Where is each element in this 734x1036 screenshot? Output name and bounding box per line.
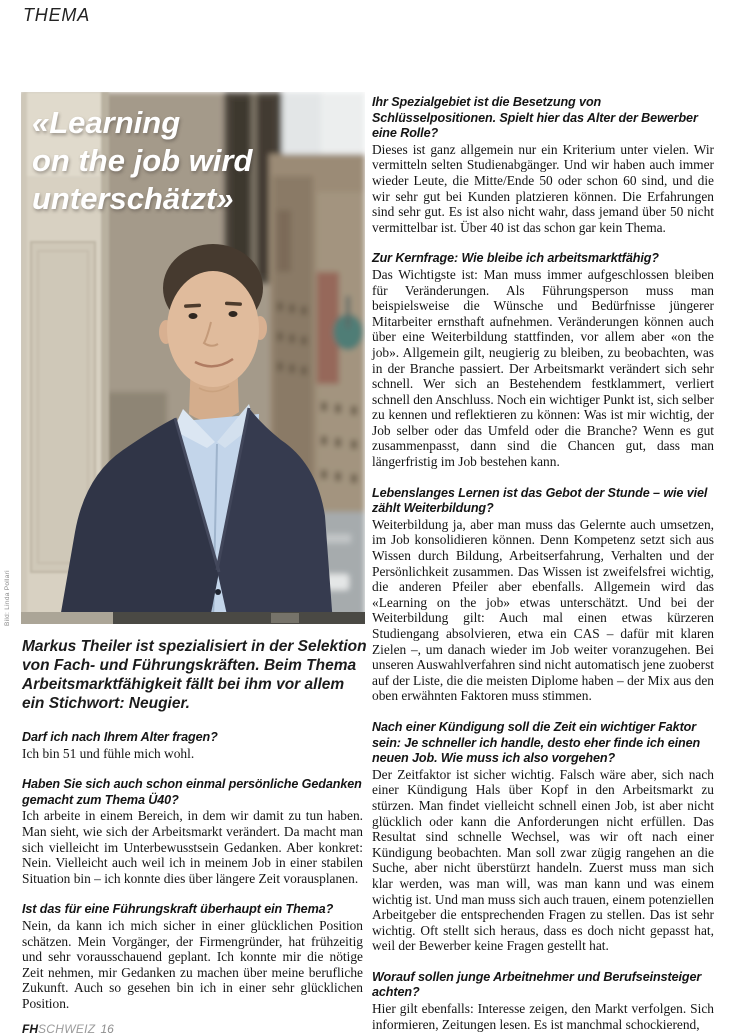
pull-quote-line: on the job wird: [32, 143, 253, 178]
interview-block: [372, 720, 714, 954]
interview-block: [372, 970, 714, 1032]
magazine-logo-schweiz: SCHWEIZ: [38, 1022, 96, 1036]
interview-block: [22, 902, 363, 1011]
interview-question: Ist das für eine Führungskraft überhaupt ein Thema?: [22, 902, 334, 917]
photo-credit: Bild: Linda Pollari: [4, 570, 11, 626]
interview-answer: Ich arbeite in einem Bereich, in dem wir damit zu tun haben. Man sieht, wie sich der Arbeitsmarkt verändert. Da macht man sich vielleicht im Unterbewusstsein Gedanken. Aber konkret: Nein. Vielleicht auch weil ich in meinem Job in einer stabilen Situation bin – ich konnte dies über längere Zeit vorausplanen.: [22, 808, 363, 886]
interview-question: Lebenslanges Lernen ist das Gebot der Stunde – wie viel zählt Weiterbildung?: [372, 485, 708, 516]
interview-question: Ihr Spezialgebiet ist die Besetzung von Schlüsselpositionen. Spielt hier das Alter der Bewerber eine Rolle?: [372, 95, 698, 141]
article-column-right: [372, 95, 714, 1032]
interview-answer: Ich bin 51 und fühle mich wohl.: [22, 745, 195, 761]
magazine-logo-fh: FH: [22, 1022, 38, 1036]
page-number: 16: [100, 1022, 114, 1036]
interview-question: Darf ich nach Ihrem Alter fragen?: [22, 730, 218, 744]
interview-answer: Hier gilt ebenfalls: Interesse zeigen, den Markt verfolgen. Sich informieren, Zeitungen lesen. Es ist manchmal schockierend,: [372, 1001, 714, 1032]
interview-answer: Nein, da kann ich mich sicher in einer glücklichen Position schätzen. Mein Vorgänger, der Firmengründer, hat frühzeitig und sehr vorausschauend geplant. Ich konnte mir die nötige Zeit nehmen, mir Gedanken zu machen über meine berufliche Zukunft. Auch so gesehen bin ich in einer sehr glücklichen Position.: [22, 917, 363, 1011]
interview-answer: Der Zeitfaktor ist sicher wichtig. Falsch wäre aber, sich nach einer Kündigung Hals über Kopf in den Arbeitsmarkt zu stürzen. Man findet vielleicht schnell einen Job, ist aber nicht glücklich oder kann die Anforderungen nicht erfüllen. Das Resultat sind schnelle Wechsel, was wir oft nach einer Kündigung beobachten. Man soll zwar zügig rangehen an die Suche, aber nicht überstürzt handeln. Zuerst muss man sich klar werden, was man will, was man kann und was einem wichtig ist. Und man muss sich auch trauen, einem potenziellen Arbeitgeber die entsprechenden Fragen zu stellen. Das ist sehr wichtig. Oft stellt sich heraus, dass es doch nicht gepasst hat, weil der Bewerber keine Fragen gestellt hat.: [372, 766, 714, 954]
interview-block: [22, 777, 363, 886]
photo-caption: Markus Theiler ist spezialisiert in der Selektion von Fach- und Führungskräften. Beim Thema Arbeitsmarktfähigkeit fällt bei ihm vor allem ein Stichwort: Neugier.: [22, 638, 367, 712]
section-kicker: THEMA: [23, 5, 90, 25]
photo-bottom-ledge: [21, 612, 365, 624]
pull-quote: [32, 104, 352, 218]
pull-quote-line: unterschätzt»: [32, 181, 234, 216]
interview-answer: Das Wichtigste ist: Man muss immer aufgeschlossen bleiben für Veränderungen. Als Führungsperson muss man beispielsweise die Wünsche und Bedürfnisse jüngerer Mitarbeiter ernsthaft aufnehmen. Veränderungen können auch über eine Weiterbildung stattfinden, vor allem aber «on the job». Allgemein gilt, neugierig zu bleiben, zu beobachten, was in der Branche passiert. Der Arbeitsmarkt verändert sich sehr schnell. Wer sich an Bestehendem festklammert, verliert schnell den Anschluss. Noch ein wichtiger Punkt ist, sich selber zu kennen und reflektieren zu können: Was ist mir wichtig, der Job selber oder das Umfeld oder die Branche? Wenn es gut zusammenpasst, dann sind die Chancen gut, dass man längerfristig im Job bestehen kann.: [372, 266, 714, 470]
interview-question: Zur Kernfrage: Wie bleibe ich arbeitsmarktfähig?: [372, 251, 659, 266]
portrait-photo: [21, 92, 365, 624]
article-column-left: [22, 730, 363, 1012]
interview-question: Worauf sollen junge Arbeitnehmer und Berufseinsteiger achten?: [372, 969, 702, 1000]
interview-question: Nach einer Kündigung soll die Zeit ein wichtiger Faktor sein: Je schneller ich handle, desto eher finde ich einen neuen Job. Wie muss ich also vorgehen?: [372, 719, 701, 766]
page-footer: [22, 1022, 114, 1036]
interview-block: [22, 730, 363, 761]
interview-answer: Dieses ist ganz allgemein nur ein Kriterium unter vielen. Wir vermitteln selten Studienabgänger. Und wir haben auch immer wieder Leute, die Mitte/Ende 50 oder schon 60 sind, und die wir sehr gut bei Kunden platzieren können. Die Erfahrungen sind sehr gut. Es ist also nicht wahr, dass jemand über 50 nicht vermittelbar ist. Über 40 ist das schon gar kein Thema.: [372, 141, 714, 235]
interview-block: [372, 486, 714, 704]
interview-block: [372, 251, 714, 469]
interview-question: Haben Sie sich auch schon einmal persönliche Gedanken gemacht zum Thema Ü40?: [22, 777, 362, 807]
interview-block: [372, 95, 714, 235]
interview-answer: Weiterbildung ja, aber man muss das Gelernte auch umsetzen, im Job konsolidieren können. Denn Kompetenz setzt sich aus Wissen durch Bildung, Arbeitserfahrung, Verhalten und der Persönlichkeit zusammen. Das Wissen ist zweifelsfrei wichtig, die anderen Pfeiler aber ebenfalls. Allgemein wird das «Learning on the job» etwas unterschätzt. Und bei der Weiterbildung gilt: Auch mal einen etwas kürzeren Studiengang absolvieren, etwa ein CAS – dafür mit klaren Zielen –, um danach wieder im Job weiter voranzugehen. Bei unseren Auswahlverfahren sind nicht automatisch jene zuoberst auf der Liste, die die meisten Diplome haben – der Mix aus den oben erwähnten Faktoren muss stimmen.: [372, 516, 714, 704]
pull-quote-line: «Learning: [32, 105, 181, 140]
